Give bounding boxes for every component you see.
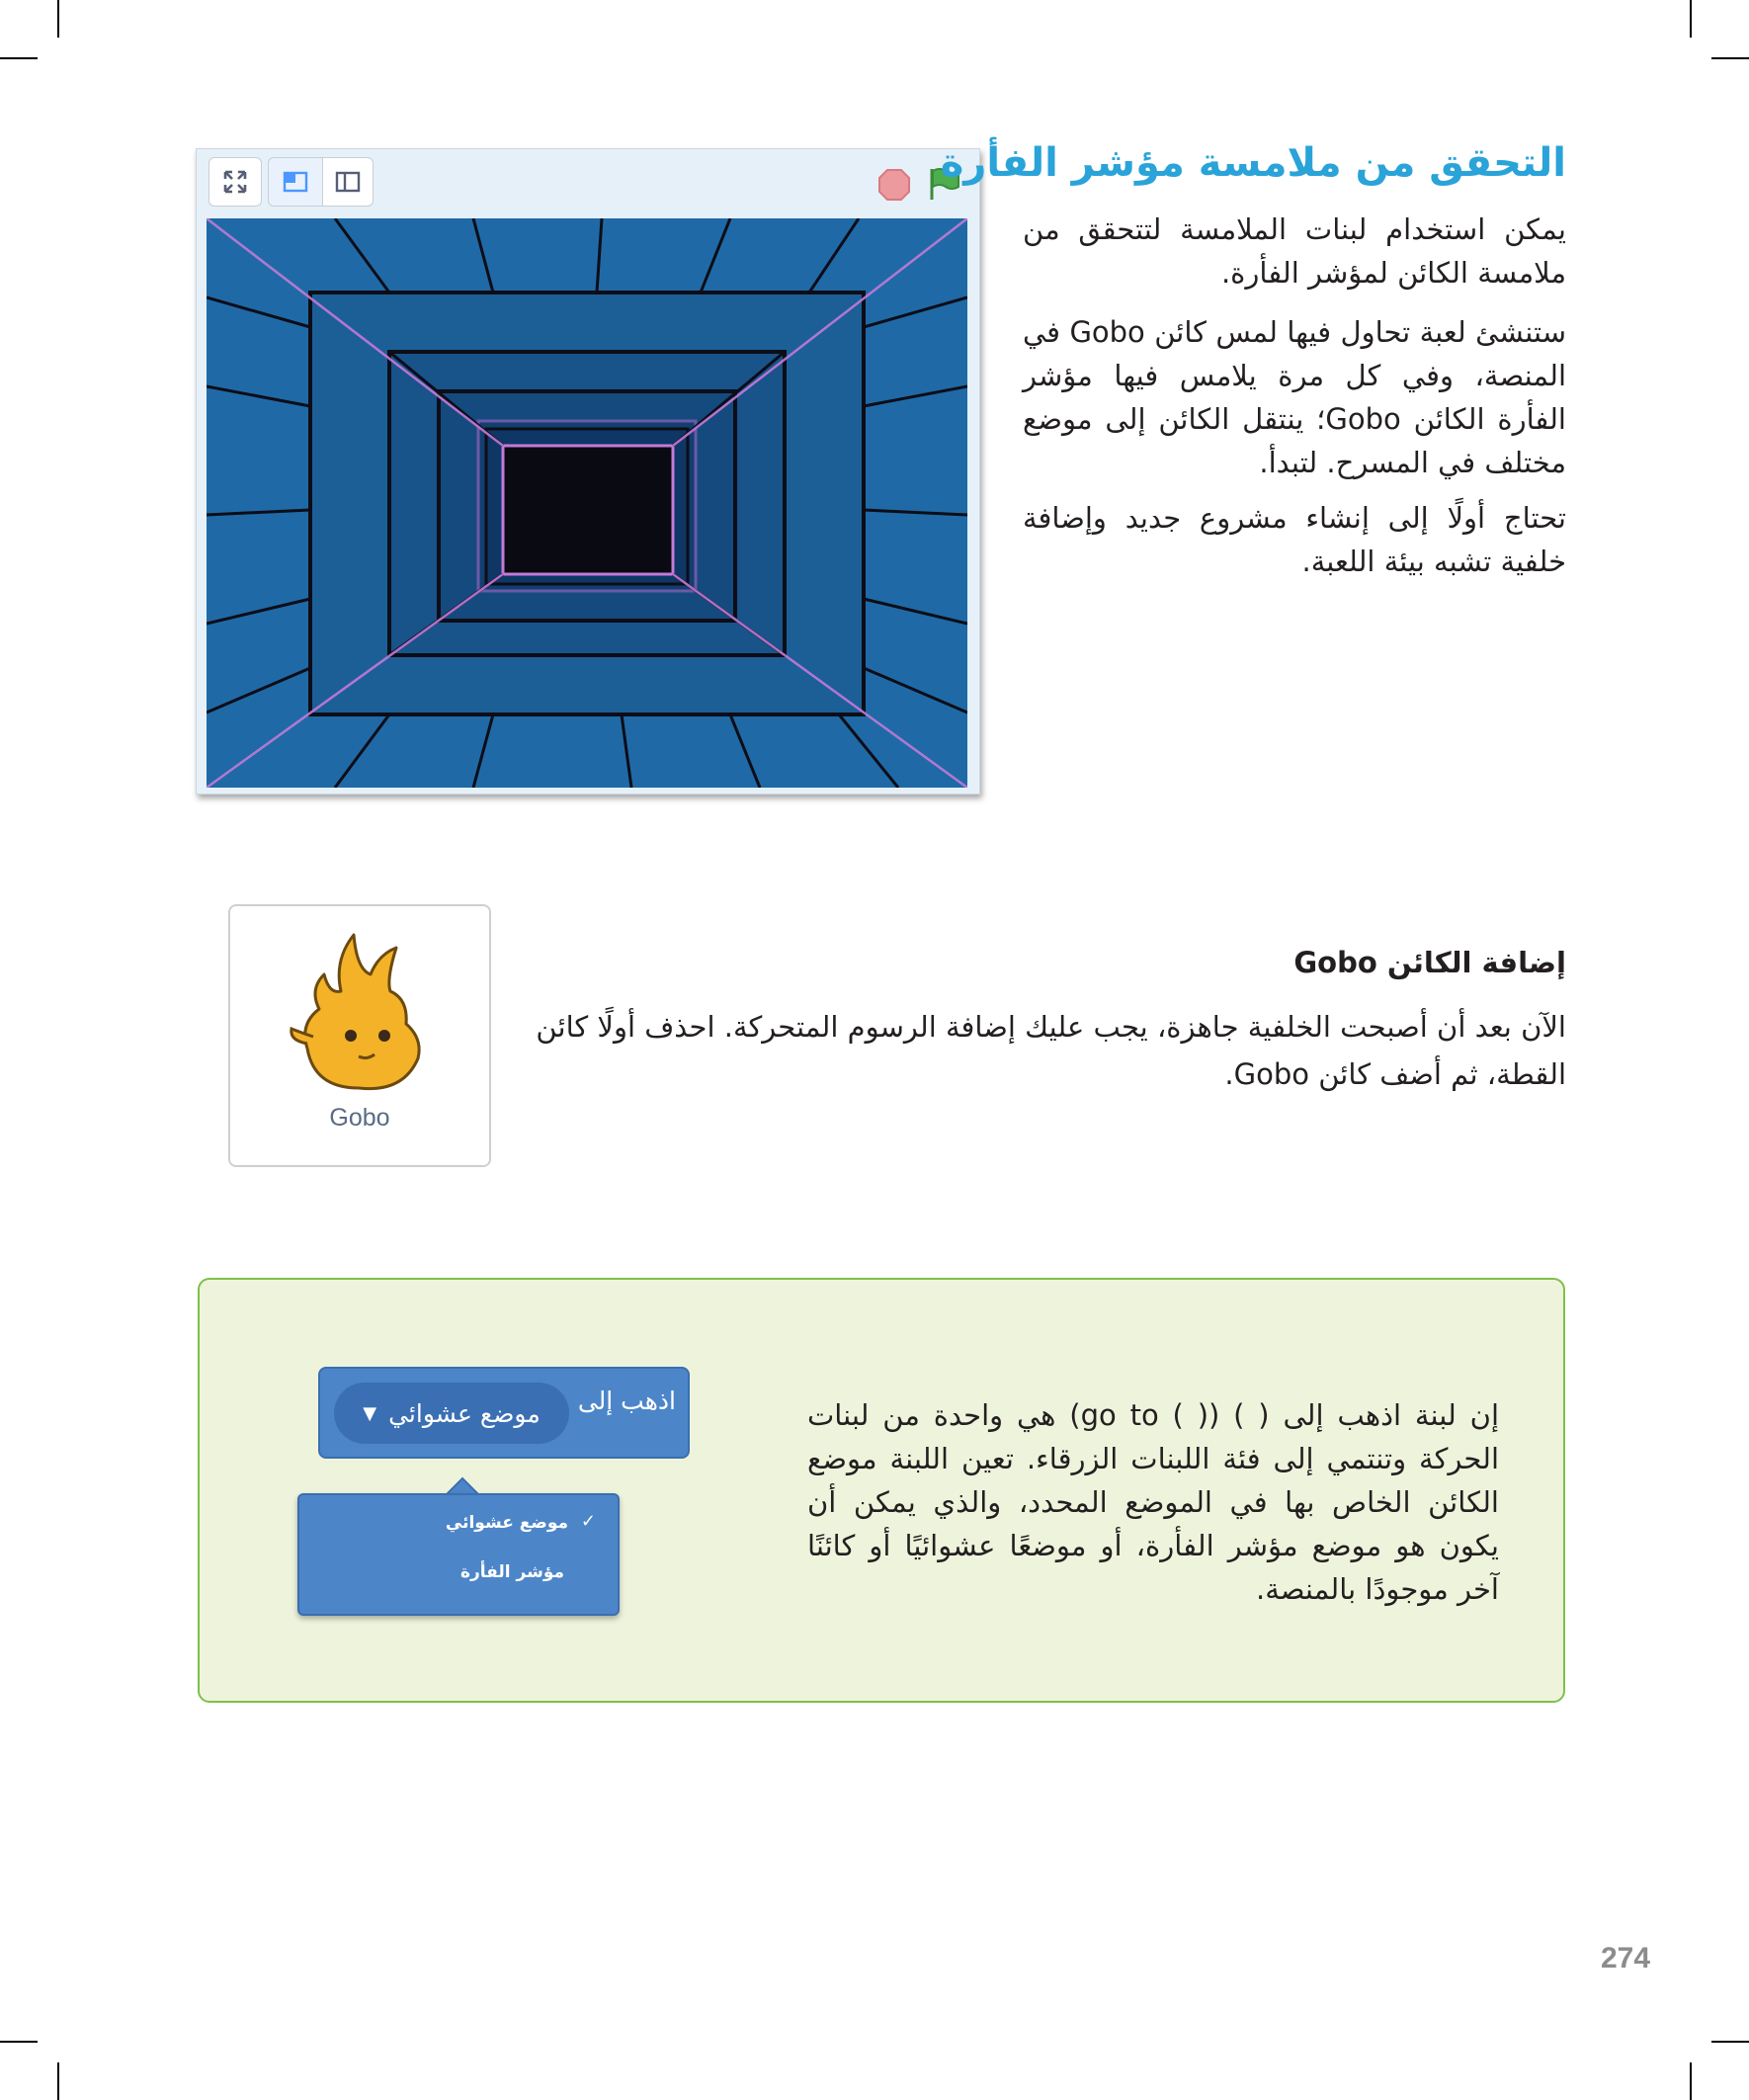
stage-canvas[interactable] [207,218,967,788]
crop-mark [1711,2041,1749,2043]
check-icon: ✓ [580,1511,596,1532]
gobo-sprite-name: Gobo [329,1104,390,1132]
go-to-dropdown-menu [297,1493,620,1616]
crop-mark [57,0,59,38]
menu-item-mouse-pointer[interactable]: مؤشر الفأرة [459,1562,564,1582]
scratch-stage [196,148,980,795]
fullscreen-button[interactable] [208,157,262,207]
crop-mark [1690,2062,1692,2100]
fullscreen-icon [222,169,248,195]
small-stage-button[interactable] [268,157,323,207]
crop-mark [1711,57,1749,59]
intro-paragraph-3: تحتاج أولًا إلى إنشاء مشروع جديد وإضافة خلفية تشبه بيئة اللعبة. [1023,501,1566,578]
intro-paragraph-2: ستنشئ لعبة تحاول فيها لمس كائن Gobo في المنصة، وفي كل مرة يلامس فيها مؤشر الفأرة الكائن Gobo؛ ينتقل الكائن إلى موضع مختلف في المسرح. لتبدأ. [1023,315,1566,479]
normal-stage-button[interactable] [322,157,374,207]
go-to-block-label: اذهب إلى [577,1386,676,1415]
stop-icon[interactable] [877,168,911,202]
go-to-dropdown-value: موضع عشوائي [388,1398,541,1428]
gobo-sprite-card[interactable] [228,904,491,1167]
normal-stage-icon [335,171,361,193]
go-to-block[interactable] [318,1367,690,1459]
info-note-box [198,1278,1565,1703]
crop-mark [57,2062,59,2100]
gobo-sprite-image [280,930,438,1098]
crop-mark [1690,0,1692,38]
note-paragraph: إن لبنة اذهب إلى ( ) (( ) go to) هي واحدة من لبنات الحركة وتنتمي إلى فئة اللبنات الزرقاء. تعين اللبنة موضع الكائن الخاص بها في الموضع المحدد، والذي يمكن أن يكون هو موضع مؤشر الفأرة، أو موضعًا عشوائيًا أو كائنًا آخر موجودًا بالمنصة. [807,1398,1500,1606]
intro-paragraph-1: يمكن استخدام لبنات الملامسة لتتحقق من ملامسة الكائن لمؤشر الفأرة. [1023,212,1566,290]
crop-mark [0,2041,38,2043]
chevron-down-icon: ▼ [363,1402,377,1424]
gobo-heading: إضافة الكائن Gobo [1293,946,1566,979]
crop-mark [0,57,38,59]
page-number: 274 [1601,1942,1651,1974]
section-title: التحقق من ملامسة مؤشر الفأرة [940,140,1566,186]
menu-item-random-position[interactable]: موضع عشوائي [445,1513,568,1533]
gobo-paragraph: الآن بعد أن أصبحت الخلفية جاهزة، يجب عليك إضافة الرسوم المتحركة. احذف أولًا كائن القطة، ثم أضف كائن Gobo. [536,1010,1566,1091]
go-to-dropdown[interactable] [334,1383,569,1444]
small-stage-icon [283,171,308,193]
